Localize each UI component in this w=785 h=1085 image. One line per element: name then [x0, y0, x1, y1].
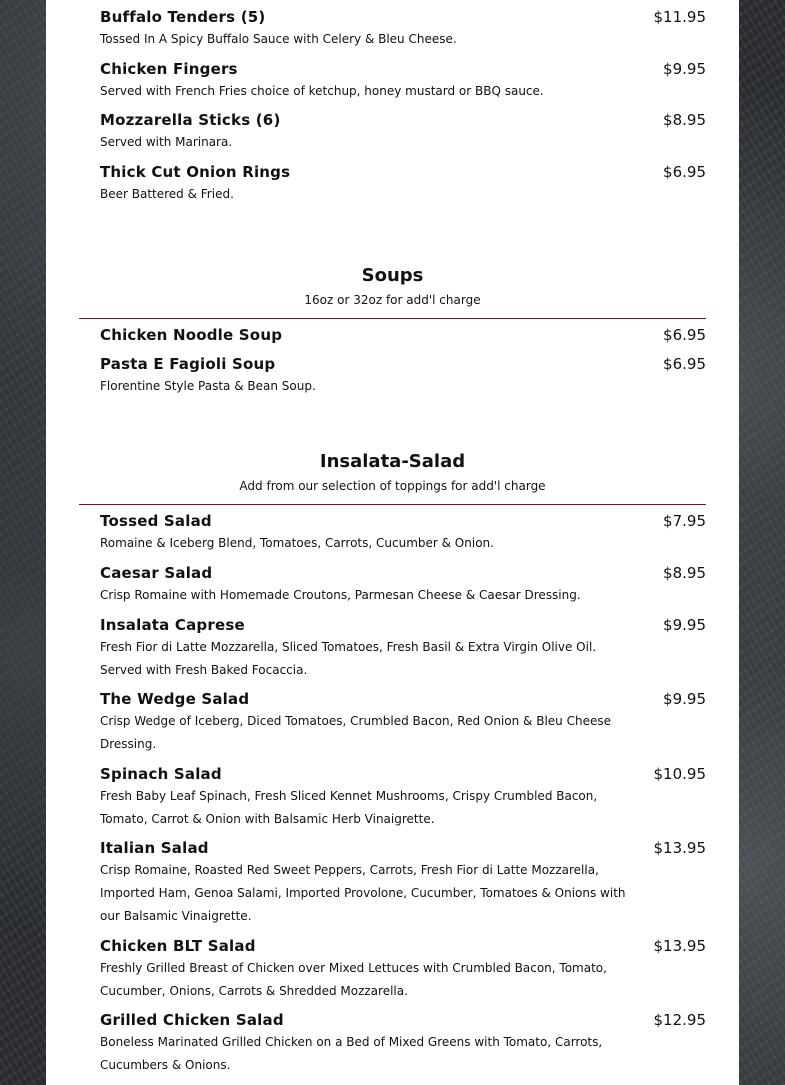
item-price: $13.95 [653, 839, 706, 857]
item-price: $9.95 [663, 616, 706, 634]
menu-item [100, 162, 706, 214]
menu-item [100, 325, 706, 354]
item-description: Romaine & Iceberg Blend, Tomatoes, Carrots, Cucumber & Onion. [100, 536, 494, 550]
item-name: Grilled Chicken Salad [100, 1011, 284, 1029]
item-description: Fresh Baby Leaf Spinach, Fresh Sliced Kennet Mushrooms, Crispy Crumbled Bacon, Tomato, Carrot & Onion with Balsamic Herb Vinaigrette. [100, 789, 598, 826]
item-price: $6.95 [663, 355, 706, 373]
menu-item [100, 936, 706, 1010]
item-name: Italian Salad [100, 839, 209, 857]
item-price: $10.95 [653, 765, 706, 783]
section-title: Insalata-Salad [319, 451, 466, 472]
section-subtitle: Add from our selection of toppings for add'l charge [239, 479, 546, 493]
item-description: Tossed In A Spicy Buffalo Sauce with Celery & Bleu Cheese. [100, 32, 457, 46]
item-description: Crisp Wedge of Iceberg, Diced Tomatoes, Crumbled Bacon, Red Onion & Bleu Cheese Dressing. [100, 714, 611, 751]
menu-item [100, 563, 706, 615]
item-description: Fresh Fior di Latte Mozzarella, Sliced Tomatoes, Fresh Basil & Extra Virgin Olive Oil. Served with Fresh Baked Focaccia. [100, 640, 597, 677]
item-price: $9.95 [663, 60, 706, 78]
item-price: $12.95 [653, 1011, 706, 1029]
item-price: $13.95 [653, 937, 706, 955]
item-price: $9.95 [663, 690, 706, 708]
menu-item [100, 354, 706, 406]
item-name: Mozzarella Sticks (6) [100, 111, 281, 129]
item-description: Served with French Fries choice of ketchup, honey mustard or BBQ sauce. [100, 84, 544, 98]
item-description: Served with Marinara. [100, 135, 233, 149]
section-title: Soups [361, 265, 424, 286]
item-name: Caesar Salad [100, 564, 213, 582]
item-price: $6.95 [663, 163, 706, 181]
section-subtitle: 16oz or 32oz for add'l charge [304, 293, 481, 307]
item-name: The Wedge Salad [100, 690, 250, 708]
menu-item [100, 511, 706, 563]
menu-content [79, 0, 706, 1084]
menu-item [100, 7, 706, 59]
item-price: $8.95 [663, 564, 706, 582]
item-price: $11.95 [653, 8, 706, 26]
menu-item [100, 110, 706, 162]
menu-item [100, 689, 706, 764]
item-name: Chicken Noodle Soup [100, 326, 283, 344]
item-description: Crisp Romaine with Homemade Croutons, Parmesan Cheese & Caesar Dressing. [100, 588, 581, 602]
salads-list [79, 505, 706, 1084]
item-price: $8.95 [663, 111, 706, 129]
item-price: $7.95 [663, 512, 706, 530]
item-description: Freshly Grilled Breast of Chicken over Mixed Lettuces with Crumbled Bacon, Tomato, Cucumber, Onions, Carrots & Shredded Mozzarella. [100, 961, 607, 998]
soups-section-header [79, 264, 706, 310]
item-description: Florentine Style Pasta & Bean Soup. [100, 379, 316, 393]
item-name: Chicken Fingers [100, 60, 238, 78]
item-name: Insalata Caprese [100, 616, 245, 634]
menu-item [100, 838, 706, 936]
item-name: Spinach Salad [100, 765, 222, 783]
appetizers-list [79, 0, 706, 214]
menu-item [100, 1010, 706, 1084]
item-price: $6.95 [663, 326, 706, 344]
salads-section-header [79, 450, 706, 496]
menu-item [100, 764, 706, 838]
menu-item [100, 59, 706, 110]
item-name: Thick Cut Onion Rings [100, 163, 291, 181]
soups-list [79, 319, 706, 406]
item-name: Chicken BLT Salad [100, 937, 256, 955]
item-name: Tossed Salad [100, 512, 212, 530]
item-description: Beer Battered & Fried. [100, 187, 234, 201]
item-name: Pasta E Fagioli Soup [100, 355, 276, 373]
menu-item [100, 615, 706, 689]
menu-page [46, 0, 739, 1085]
item-description: Crisp Romaine, Roasted Red Sweet Peppers, Carrots, Fresh Fior di Latte Mozzarella, Imported Ham, Genoa Salami, Imported Provolone, Cucumber, Tomatoes & Onions with our Balsamic Vinaigrette. [100, 863, 626, 923]
item-name: Buffalo Tenders (5) [100, 8, 266, 26]
item-description: Boneless Marinated Grilled Chicken on a Bed of Mixed Greens with Tomato, Carrots, Cucumbers & Onions. [100, 1035, 603, 1072]
